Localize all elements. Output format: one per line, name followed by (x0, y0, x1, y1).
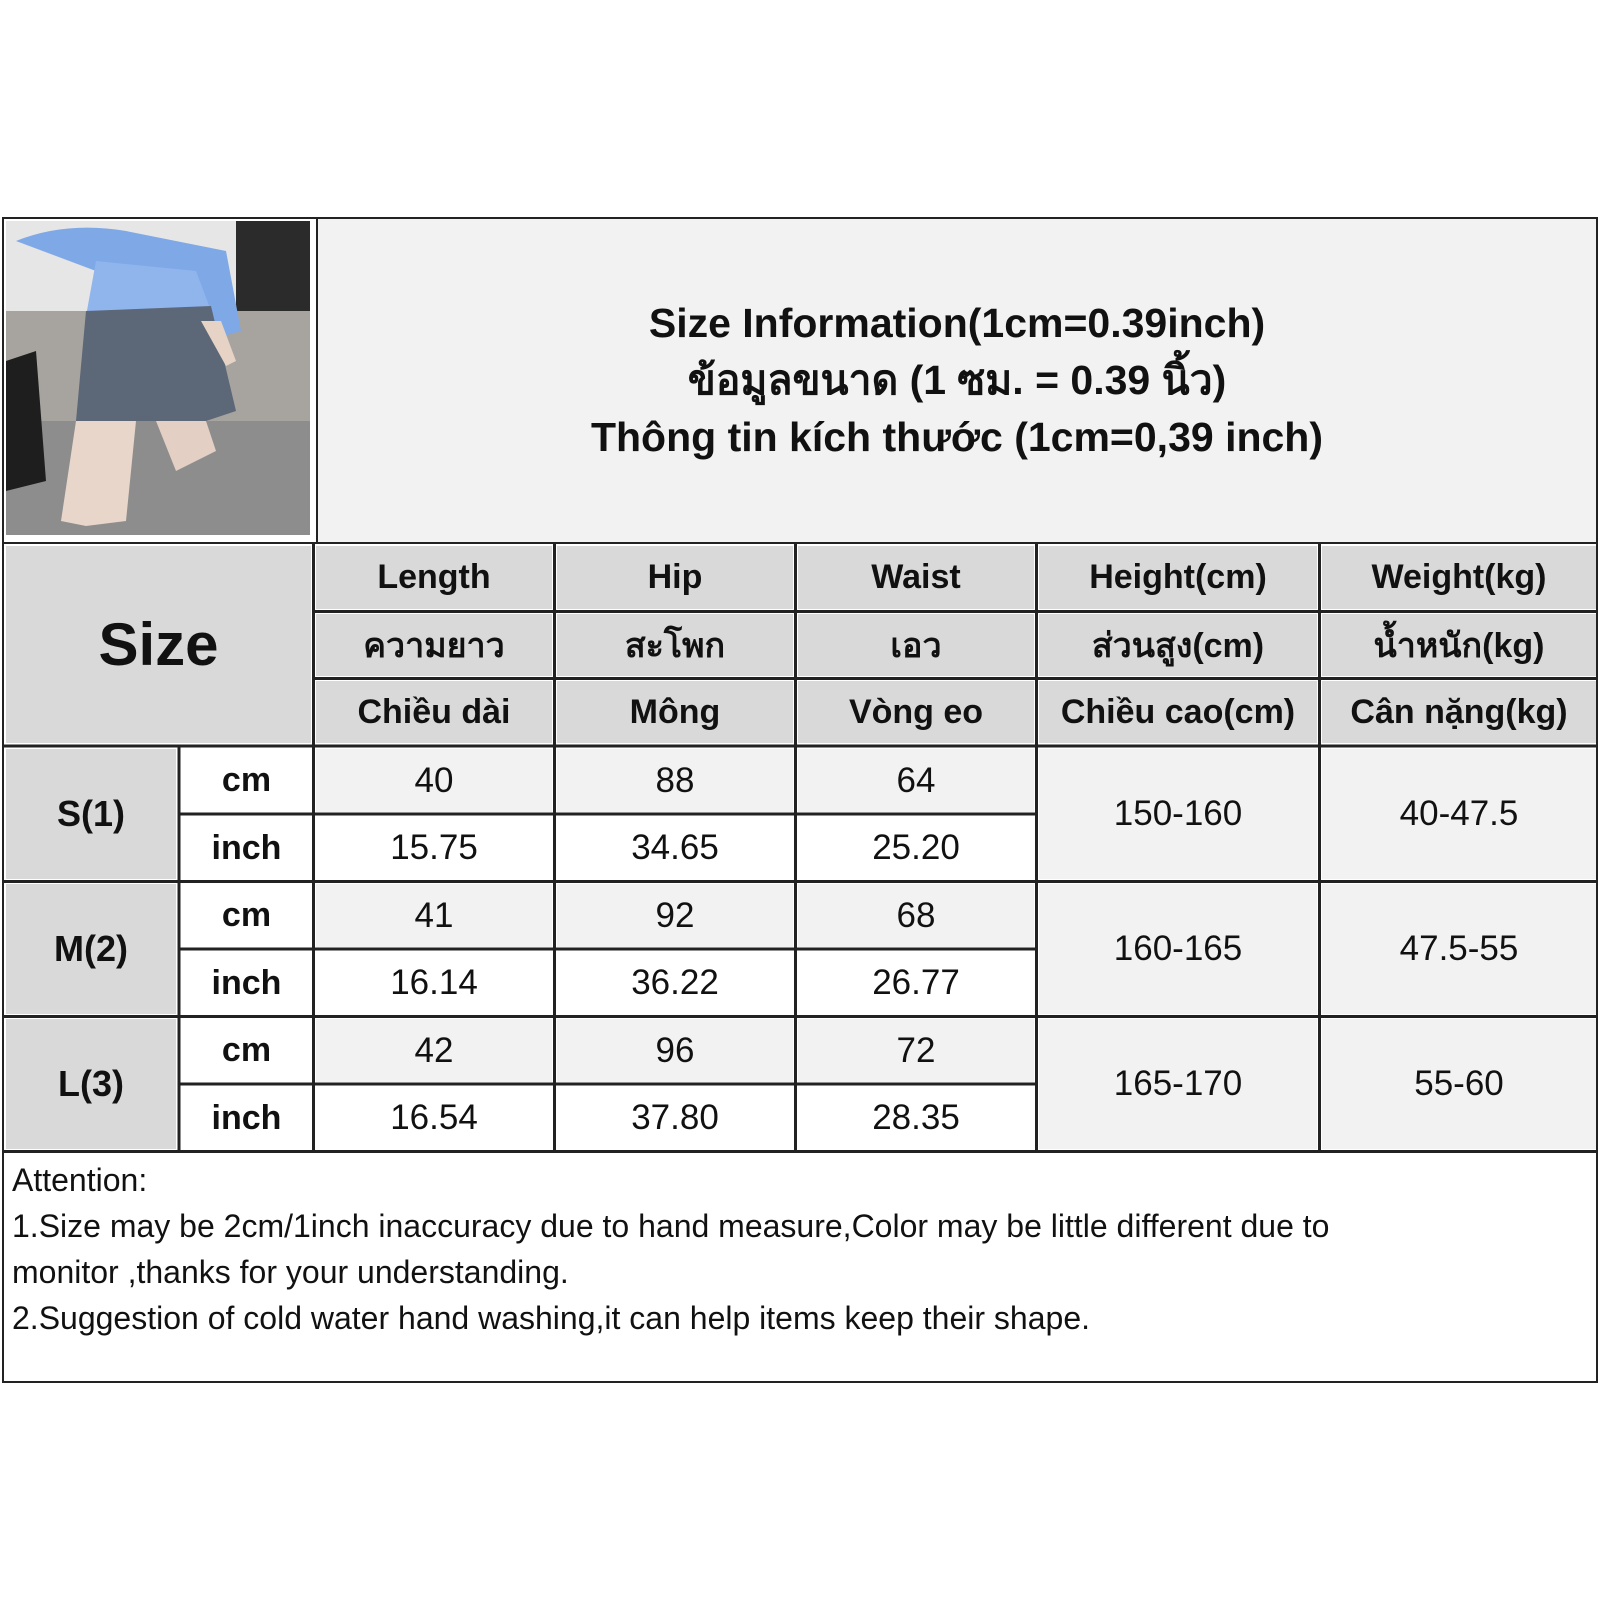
notes-line-1: 1.Size may be 2cm/1inch inaccuracy due to hand measure,Color may be little different due to (12, 1208, 1330, 1244)
cell-m-hip-inch: 36.22 (557, 952, 793, 1014)
col-header-hip-th: สะโพก (557, 614, 793, 676)
col-header-length-vi: Chiều dài (316, 681, 552, 743)
cell-s-hip-cm: 88 (557, 749, 793, 812)
cell-s-length-cm: 40 (316, 749, 552, 812)
unit-cm: cm (182, 884, 311, 947)
col-header-weight-th: น้ำหนัก(kg) (1322, 614, 1596, 676)
cell-l-hip-cm: 96 (557, 1019, 793, 1082)
notes-line-3: 2.Suggestion of cold water hand washing,it can help items keep their shape. (12, 1300, 1090, 1336)
cell-l-length-cm: 42 (316, 1019, 552, 1082)
col-header-length-th: ความยาว (316, 614, 552, 676)
cell-s-height: 150-160 (1039, 749, 1317, 879)
title-thai: ข้อมูลขนาด (1 ซม. = 0.39 นิ้ว) (687, 357, 1227, 403)
cell-m-waist-cm: 68 (798, 884, 1034, 947)
notes-line-2: monitor ,thanks for your understanding. (12, 1254, 569, 1290)
title-english: Size Information(1cm=0.39inch) (648, 300, 1266, 346)
col-header-hip-vi: Mông (557, 681, 793, 743)
unit-inch: inch (182, 1087, 311, 1149)
cell-l-weight: 55-60 (1322, 1019, 1596, 1149)
attention-notes (12, 1157, 1572, 1341)
cell-l-hip-inch: 37.80 (557, 1087, 793, 1149)
col-header-weight-vi: Cân nặng(kg) (1322, 681, 1596, 743)
size-header-cell: Size (6, 546, 311, 743)
cell-l-waist-inch: 28.35 (798, 1087, 1034, 1149)
title-vietnamese: Thông tin kích thước (1cm=0,39 inch) (590, 414, 1324, 460)
notes-title: Attention: (12, 1162, 148, 1198)
unit-inch: inch (182, 952, 311, 1014)
row-size-m: M(2) (6, 884, 176, 1014)
row-size-s: S(1) (6, 749, 176, 879)
cell-m-height: 160-165 (1039, 884, 1317, 1014)
cell-m-length-cm: 41 (316, 884, 552, 947)
col-header-length-en: Length (316, 546, 552, 609)
cell-m-waist-inch: 26.77 (798, 952, 1034, 1014)
cell-m-length-inch: 16.14 (316, 952, 552, 1014)
row-size-l: L(3) (6, 1019, 176, 1149)
cell-l-length-inch: 16.54 (316, 1087, 552, 1149)
col-header-height-th: ส่วนสูง(cm) (1039, 614, 1317, 676)
cell-l-waist-cm: 72 (798, 1019, 1034, 1082)
col-header-height-vi: Chiều cao(cm) (1039, 681, 1317, 743)
cell-m-weight: 47.5-55 (1322, 884, 1596, 1014)
unit-inch: inch (182, 817, 311, 879)
cell-s-hip-inch: 34.65 (557, 817, 793, 879)
col-header-height-en: Height(cm) (1039, 546, 1317, 609)
cell-m-hip-cm: 92 (557, 884, 793, 947)
size-chart (2, 217, 1598, 1383)
cell-l-height: 165-170 (1039, 1019, 1317, 1149)
unit-cm: cm (182, 1019, 311, 1082)
col-header-waist-en: Waist (798, 546, 1034, 609)
col-header-hip-en: Hip (557, 546, 793, 609)
col-header-waist-th: เอว (798, 614, 1034, 676)
cell-s-length-inch: 15.75 (316, 817, 552, 879)
cell-s-waist-cm: 64 (798, 749, 1034, 812)
col-header-weight-en: Weight(kg) (1322, 546, 1596, 609)
cell-s-weight: 40-47.5 (1322, 749, 1596, 879)
unit-cm: cm (182, 749, 311, 812)
grid-lines (4, 543, 1596, 1153)
cell-s-waist-inch: 25.20 (798, 817, 1034, 879)
col-header-waist-vi: Vòng eo (798, 681, 1034, 743)
